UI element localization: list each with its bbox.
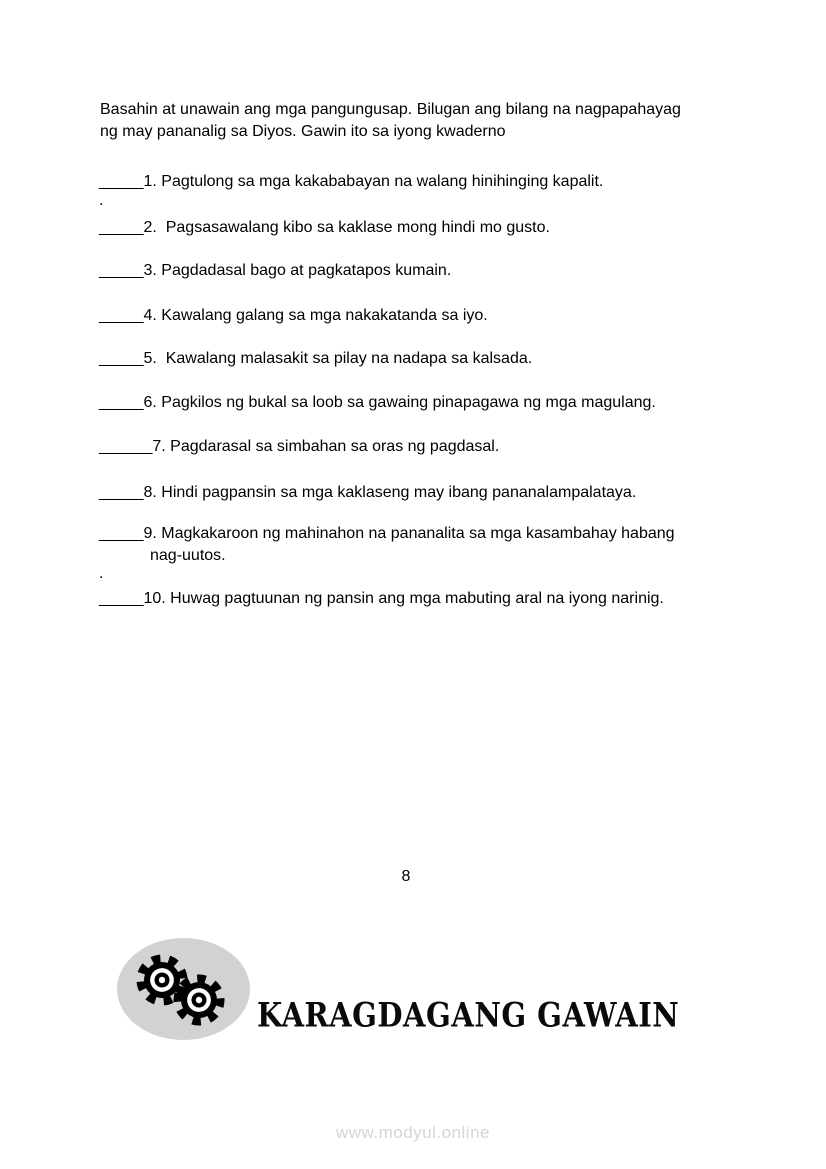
worksheet-item: [99, 436, 499, 458]
worksheet-item: [99, 523, 675, 567]
instructions-line: ng may pananalig sa Diyos. Gawin ito sa iyong kwaderno: [100, 123, 506, 140]
stray-period-text: .: [99, 565, 104, 582]
stray-period-text: .: [99, 192, 104, 209]
worksheet-item: [99, 588, 664, 610]
section-logo: [117, 938, 250, 1040]
section-heading: KARAGDAGANG GAWAIN: [257, 995, 680, 1035]
worksheet-item: [99, 217, 550, 239]
item-text: _____9. Magkakaroon ng mahinahon na pananalita sa mga kasambahay habang: [99, 525, 675, 542]
stray-period: [99, 563, 103, 585]
item-text: _____3. Pagdadasal bago at pagkatapos kumain.: [99, 262, 452, 279]
worksheet-item: [99, 171, 603, 193]
worksheet-item: [99, 260, 451, 282]
item-text: _____1. Pagtulong sa mga kakababayan na walang hinihinging kapalit.: [99, 173, 604, 190]
worksheet-item: [99, 392, 656, 414]
item-text-continuation: nag-uutos.: [150, 547, 226, 564]
worksheet-item: [99, 482, 636, 504]
item-text: _____8. Hindi pagpansin sa mga kaklaseng may ibang pananalampalataya.: [99, 484, 637, 501]
worksheet-item: [99, 305, 488, 327]
watermark: www.modyul.online: [335, 1123, 490, 1142]
item-text: ______7. Pagdarasal sa simbahan sa oras ng pagdasal.: [99, 438, 500, 455]
instructions-line: Basahin at unawain ang mga pangungusap. Bilugan ang bilang na nagpapahayag: [100, 101, 681, 118]
item-text: _____10. Huwag pagtuunan ng pansin ang mga mabuting aral na iyong narinig.: [99, 590, 664, 607]
gears-icon: [117, 938, 250, 1040]
item-text: _____4. Kawalang galang sa mga nakakatanda sa iyo.: [99, 307, 488, 324]
item-text: _____6. Pagkilos ng bukal sa loob sa gawaing pinapagawa ng mga magulang.: [99, 394, 656, 411]
item-text: _____2. Pagsasawalang kibo sa kaklase mong hindi mo gusto.: [99, 219, 550, 236]
worksheet-item: [99, 348, 532, 370]
page-number: 8: [401, 868, 411, 885]
item-text: _____5. Kawalang malasakit sa pilay na nadapa sa kalsada.: [99, 350, 533, 367]
stray-period: [99, 190, 103, 212]
